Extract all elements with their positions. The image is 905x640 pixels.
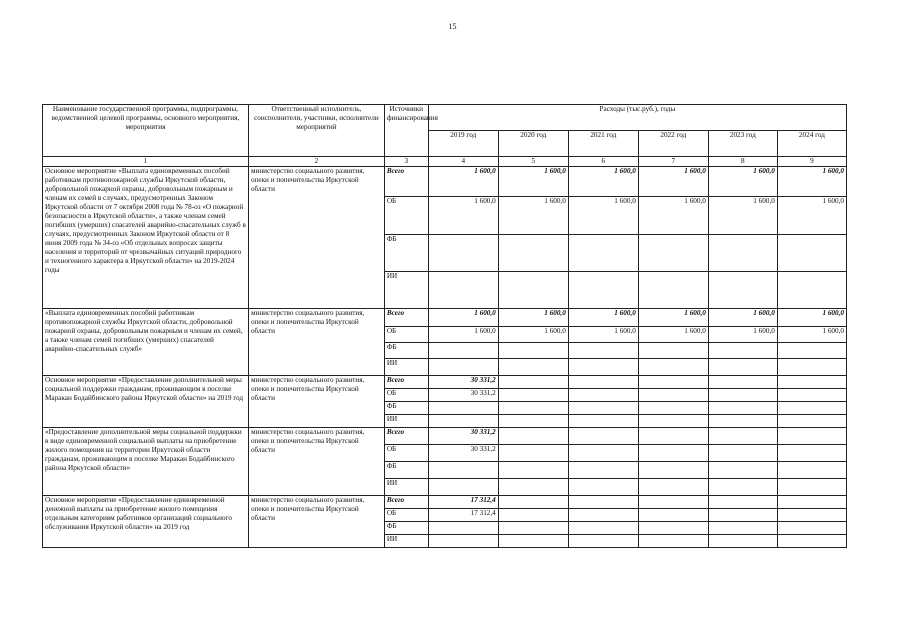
amount-cell xyxy=(568,359,638,376)
table-row xyxy=(43,428,847,445)
amount-cell: 1 600,0 xyxy=(777,197,846,235)
amount-cell: 1 600,0 xyxy=(428,309,498,327)
header-executor: Ответственный исполнитель, соисполнители, участники, исполнители мероприятий xyxy=(248,105,384,157)
amount-cell xyxy=(777,415,846,428)
amount-cell xyxy=(568,496,638,509)
table-row xyxy=(43,167,847,197)
amount-cell xyxy=(428,522,498,535)
program-title: Основное мероприятие «Выплата единовременных пособий работникам противопожарной службы Иркутской области, добровольной пожарной охраны, добровольным пожарным и членам их семей в случаях, предусмотренных Законом Иркутской области от 7 октября 2008 года № 78-оз «О пожарной безопасности в Иркутской области», а также членам семей погибших (умерших) спасателей аварийно-спасательных служб в случаях, предусмотренных Законом Иркутской области от 8 июня 2009 года № 34-оз «Об отдельных вопросах защиты населения и территорий от чрезвычайных ситуаций природного и техногенного характера в Иркутской области» на 2019-2024 годы xyxy=(43,167,249,309)
amount-cell: 1 600,0 xyxy=(498,197,568,235)
amount-cell: 1 600,0 xyxy=(498,167,568,197)
funding-source: ФБ xyxy=(384,462,428,479)
amount-cell xyxy=(498,359,568,376)
amount-cell: 17 312,4 xyxy=(428,496,498,509)
amount-cell xyxy=(638,428,708,445)
amount-cell xyxy=(777,402,846,415)
amount-cell xyxy=(638,343,708,359)
amount-cell: 1 600,0 xyxy=(498,309,568,327)
amount-cell xyxy=(568,402,638,415)
amount-cell xyxy=(498,445,568,462)
amount-cell xyxy=(708,343,777,359)
table-row xyxy=(43,309,847,327)
funding-source: ОБ xyxy=(384,509,428,522)
amount-cell xyxy=(708,428,777,445)
funding-source: ИИ xyxy=(384,415,428,428)
amount-cell xyxy=(708,415,777,428)
funding-source: ОБ xyxy=(384,327,428,343)
budget-table xyxy=(42,104,847,548)
header-expenses: Расходы (тыс.руб.), годы xyxy=(428,105,846,131)
amount-cell xyxy=(498,272,568,309)
amount-cell: 1 600,0 xyxy=(638,309,708,327)
column-number: 3 xyxy=(384,157,428,167)
amount-cell: 1 600,0 xyxy=(708,167,777,197)
amount-cell xyxy=(638,235,708,272)
amount-cell xyxy=(708,359,777,376)
funding-source: Всего xyxy=(384,376,428,389)
amount-cell xyxy=(777,522,846,535)
amount-cell xyxy=(568,428,638,445)
amount-cell: 1 600,0 xyxy=(708,197,777,235)
program-title: Основное мероприятие «Предоставление дополнительной меры социальной поддержки гражданам, проживающим в поселке Маракан Бодайбинского района Иркутской области» на 2019 год xyxy=(43,376,249,428)
amount-cell: 1 600,0 xyxy=(638,327,708,343)
header-name: Наименование государственной программы, подпрограммы, ведомственной целевой программы, основного мероприятия, мероприятия xyxy=(43,105,249,157)
amount-cell xyxy=(708,402,777,415)
amount-cell xyxy=(428,343,498,359)
amount-cell xyxy=(428,535,498,548)
amount-cell xyxy=(638,496,708,509)
funding-source: ОБ xyxy=(384,197,428,235)
amount-cell xyxy=(498,522,568,535)
amount-cell xyxy=(498,479,568,496)
header-year: 2023 год xyxy=(708,131,777,157)
header-year: 2024 год xyxy=(777,131,846,157)
header-year: 2022 год xyxy=(638,131,708,157)
amount-cell xyxy=(568,376,638,389)
amount-cell: 1 600,0 xyxy=(568,309,638,327)
amount-cell xyxy=(568,462,638,479)
funding-source: ИИ xyxy=(384,535,428,548)
amount-cell: 1 600,0 xyxy=(428,197,498,235)
amount-cell xyxy=(708,462,777,479)
executor-name: министерство социального развития, опеки и попечительства Иркутской области xyxy=(248,309,384,376)
amount-cell xyxy=(638,272,708,309)
amount-cell xyxy=(428,479,498,496)
executor-name: министерство социального развития, опеки и попечительства Иркутской области xyxy=(248,167,384,309)
amount-cell: 1 600,0 xyxy=(638,167,708,197)
amount-cell xyxy=(568,389,638,402)
amount-cell: 1 600,0 xyxy=(428,327,498,343)
amount-cell xyxy=(638,462,708,479)
funding-source: ФБ xyxy=(384,343,428,359)
amount-cell xyxy=(777,359,846,376)
amount-cell xyxy=(777,235,846,272)
amount-cell xyxy=(638,535,708,548)
program-title: Основное мероприятие «Предоставление единовременной денежной выплаты на приобретение жилого помещения отдельным категориям работников организаций социального обслуживания Иркутской области» на 2019 год xyxy=(43,496,249,548)
amount-cell xyxy=(568,343,638,359)
header-year: 2020 год xyxy=(498,131,568,157)
amount-cell: 1 600,0 xyxy=(777,167,846,197)
amount-cell: 17 312,4 xyxy=(428,509,498,522)
column-number: 6 xyxy=(568,157,638,167)
amount-cell xyxy=(498,343,568,359)
amount-cell xyxy=(638,522,708,535)
amount-cell xyxy=(777,479,846,496)
funding-source: ОБ xyxy=(384,389,428,402)
amount-cell xyxy=(777,462,846,479)
amount-cell xyxy=(498,376,568,389)
amount-cell xyxy=(498,235,568,272)
amount-cell xyxy=(428,402,498,415)
amount-cell xyxy=(498,496,568,509)
amount-cell xyxy=(638,509,708,522)
header-year: 2021 год xyxy=(568,131,638,157)
table-row xyxy=(43,376,847,389)
amount-cell xyxy=(568,535,638,548)
executor-name: министерство социального развития, опеки и попечительства Иркутской области xyxy=(248,496,384,548)
funding-source: Всего xyxy=(384,309,428,327)
amount-cell xyxy=(638,479,708,496)
amount-cell xyxy=(638,376,708,389)
amount-cell: 1 600,0 xyxy=(777,309,846,327)
amount-cell xyxy=(568,445,638,462)
amount-cell: 1 600,0 xyxy=(568,197,638,235)
amount-cell xyxy=(777,535,846,548)
amount-cell xyxy=(428,415,498,428)
amount-cell xyxy=(498,509,568,522)
table-header xyxy=(43,105,847,167)
header-sources: Источники финансирования xyxy=(384,105,428,157)
amount-cell xyxy=(498,462,568,479)
amount-cell xyxy=(428,359,498,376)
funding-source: ФБ xyxy=(384,402,428,415)
amount-cell: 1 600,0 xyxy=(498,327,568,343)
table-body xyxy=(43,167,847,548)
column-number: 2 xyxy=(248,157,384,167)
amount-cell xyxy=(777,272,846,309)
column-number: 7 xyxy=(638,157,708,167)
amount-cell xyxy=(777,376,846,389)
amount-cell xyxy=(428,235,498,272)
amount-cell xyxy=(777,496,846,509)
funding-source: ФБ xyxy=(384,235,428,272)
amount-cell: 1 600,0 xyxy=(568,327,638,343)
amount-cell: 30 331,2 xyxy=(428,428,498,445)
amount-cell: 30 331,2 xyxy=(428,445,498,462)
table-row xyxy=(43,496,847,509)
amount-cell xyxy=(428,462,498,479)
amount-cell xyxy=(498,535,568,548)
amount-cell: 1 600,0 xyxy=(638,197,708,235)
program-title: «Выплата единовременных пособий работникам противопожарной службы Иркутской области, добровольной пожарной охраны, добровольным пожарным и членам их семей, а также членам семей погибших (умерших) спасателей аварийно-спасательных служб» xyxy=(43,309,249,376)
amount-cell xyxy=(708,509,777,522)
amount-cell xyxy=(568,415,638,428)
amount-cell xyxy=(638,415,708,428)
amount-cell xyxy=(568,235,638,272)
funding-source: ИИ xyxy=(384,272,428,309)
program-title: «Предоставление дополнительной меры социальной поддержки в виде единовременной социальной выплаты на приобретение жилого помещения на территории Иркутской области гражданам, проживающим в поселке Маракан Бодайбинского района Иркутской области» xyxy=(43,428,249,496)
funding-source: Всего xyxy=(384,428,428,445)
amount-cell: 1 600,0 xyxy=(428,167,498,197)
amount-cell xyxy=(638,389,708,402)
amount-cell: 30 331,2 xyxy=(428,376,498,389)
amount-cell: 1 600,0 xyxy=(568,167,638,197)
funding-source: ИИ xyxy=(384,479,428,496)
amount-cell xyxy=(708,535,777,548)
executor-name: министерство социального развития, опеки и попечительства Иркутской области xyxy=(248,376,384,428)
column-number: 9 xyxy=(777,157,846,167)
header-year: 2019 год xyxy=(428,131,498,157)
amount-cell xyxy=(708,496,777,509)
funding-source: ФБ xyxy=(384,522,428,535)
amount-cell xyxy=(777,389,846,402)
amount-cell xyxy=(568,509,638,522)
amount-cell xyxy=(428,272,498,309)
amount-cell xyxy=(568,479,638,496)
amount-cell xyxy=(498,428,568,445)
column-number: 8 xyxy=(708,157,777,167)
amount-cell xyxy=(568,522,638,535)
amount-cell: 1 600,0 xyxy=(708,309,777,327)
amount-cell: 1 600,0 xyxy=(708,327,777,343)
amount-cell xyxy=(777,509,846,522)
amount-cell xyxy=(708,272,777,309)
column-number: 5 xyxy=(498,157,568,167)
amount-cell xyxy=(498,402,568,415)
amount-cell: 1 600,0 xyxy=(777,327,846,343)
amount-cell xyxy=(708,235,777,272)
amount-cell xyxy=(498,389,568,402)
column-number: 4 xyxy=(428,157,498,167)
amount-cell xyxy=(708,389,777,402)
funding-source: ИИ xyxy=(384,359,428,376)
amount-cell xyxy=(708,479,777,496)
amount-cell xyxy=(638,402,708,415)
amount-cell xyxy=(777,428,846,445)
funding-source: ОБ xyxy=(384,445,428,462)
amount-cell xyxy=(638,445,708,462)
amount-cell xyxy=(777,445,846,462)
amount-cell: 30 331,2 xyxy=(428,389,498,402)
executor-name: министерство социального развития, опеки и попечительства Иркутской области xyxy=(248,428,384,496)
amount-cell xyxy=(638,359,708,376)
amount-cell xyxy=(708,376,777,389)
amount-cell xyxy=(498,415,568,428)
column-number: 1 xyxy=(43,157,249,167)
page-number: 15 xyxy=(448,22,457,31)
amount-cell xyxy=(708,522,777,535)
amount-cell xyxy=(777,343,846,359)
funding-source: Всего xyxy=(384,167,428,197)
amount-cell xyxy=(568,272,638,309)
amount-cell xyxy=(708,445,777,462)
funding-source: Всего xyxy=(384,496,428,509)
